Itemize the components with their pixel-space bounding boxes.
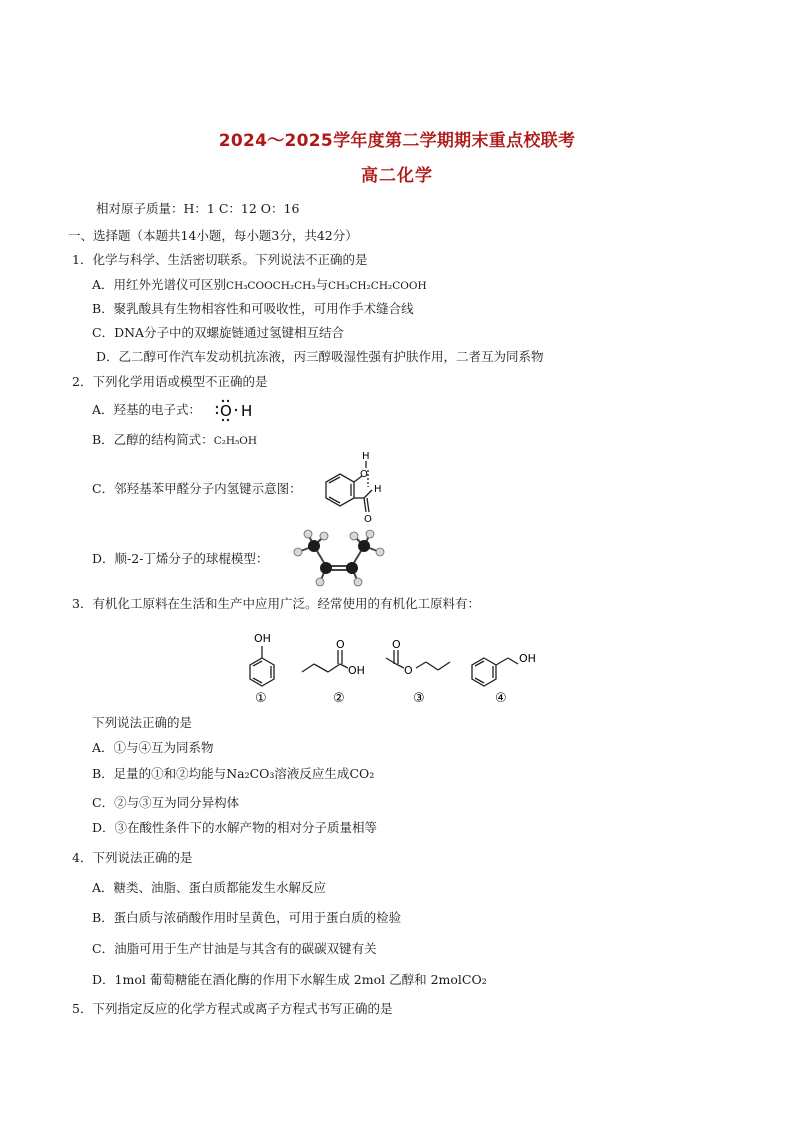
phenol-oh: OH bbox=[254, 632, 271, 645]
q3-stem: 3．有机化工原料在生活和生产中应用广泛。经常使用的有机化工原料有： bbox=[72, 596, 480, 611]
diagram-o-carbonyl: O bbox=[364, 514, 372, 524]
q2-option-b bbox=[92, 432, 257, 449]
h-atom bbox=[366, 530, 374, 538]
c-atom bbox=[320, 562, 332, 574]
q4-option-b: B．蛋白质与浓硝酸作用时呈黄色，可用于蛋白质的检验 bbox=[92, 910, 402, 925]
q1-stem: 1．化学与科学、生活密切联系。下列说法不正确的是 bbox=[72, 252, 368, 267]
h-atom bbox=[320, 532, 328, 540]
label-3: ③ bbox=[413, 691, 425, 706]
exam-title: 2024～2025学年度第二学期期末重点校联考 bbox=[218, 131, 576, 151]
section-heading: 一、选择题（本题共14小题，每小题3分，共42分） bbox=[68, 228, 358, 243]
c-atom bbox=[308, 540, 320, 552]
ester-carbonyl-o: O bbox=[392, 638, 401, 651]
hydroxyl-electron-formula bbox=[212, 394, 262, 424]
q1-formula-2: CH₃CH₂CH₂COOH bbox=[328, 280, 427, 292]
h-atom bbox=[376, 548, 384, 556]
q1-option-c: C．DNA分子中的双螺旋链通过氢键相互结合 bbox=[92, 325, 345, 340]
q1-option-a-text: A．用红外光谱仪可区别 bbox=[92, 277, 227, 292]
cis-2-butene-ball-stick-model bbox=[288, 528, 393, 590]
co2-formula: CO₂ bbox=[349, 766, 375, 781]
h-atom bbox=[316, 578, 324, 586]
salicylaldehyde-hbond-diagram bbox=[316, 452, 388, 524]
q4-option-d: D．1mol 葡萄糖能在酒化酶的作用下水解生成 2mol 乙醇和 2molCO₂ bbox=[92, 972, 487, 987]
c-atom bbox=[358, 540, 370, 552]
atomic-mass-note: 相对原子质量：H：1 C：12 O：16 bbox=[96, 201, 300, 216]
q1-formula-1: CH₃COOCH₂CH₃ bbox=[226, 280, 316, 292]
q4-option-c: C．油脂可用于生产甘油是与其含有的碳碳双键有关 bbox=[92, 941, 377, 956]
electron-formula-h: H bbox=[241, 402, 253, 420]
q4-stem: 4．下列说法正确的是 bbox=[72, 850, 193, 865]
diagram-h-top: H bbox=[362, 452, 370, 462]
q2-option-c: C．邻羟基苯甲醛分子内氢键示意图： bbox=[92, 481, 302, 496]
q3-option-b-mid: 溶液反应生成 bbox=[274, 766, 350, 781]
ethanol-formula: C₂H₅OH bbox=[213, 435, 258, 447]
exam-subject: 高二化学 bbox=[361, 166, 433, 186]
q3-option-b bbox=[92, 766, 374, 782]
h-atom bbox=[350, 532, 358, 540]
label-1: ① bbox=[255, 691, 267, 706]
q3-option-c: C．②与③互为同分异构体 bbox=[92, 795, 240, 810]
q2-option-d: D．顺-2-丁烯分子的球棍模型： bbox=[92, 551, 269, 566]
q1-option-a-mid: 与 bbox=[315, 277, 328, 292]
q1-option-a bbox=[92, 277, 427, 294]
q2-option-a: A．羟基的电子式： bbox=[92, 402, 202, 417]
h-atom bbox=[304, 530, 312, 538]
q3-follow: 下列说法正确的是 bbox=[92, 715, 193, 730]
benzyl-oh: OH bbox=[519, 652, 536, 665]
acid-o: O bbox=[336, 638, 345, 651]
electron-formula-o: O bbox=[220, 402, 232, 420]
q1-option-d: D．乙二醇可作汽车发动机抗冻液，丙三醇吸湿性强有护肤作用，二者互为同系物 bbox=[96, 349, 544, 364]
h-atom bbox=[354, 578, 362, 586]
diagram-o-hydroxyl: O bbox=[360, 469, 368, 480]
label-4: ④ bbox=[495, 691, 507, 706]
c-atom bbox=[346, 562, 358, 574]
q2-stem: 2．下列化学用语或模型不正确的是 bbox=[72, 374, 268, 389]
h-atom bbox=[294, 548, 302, 556]
q4-option-a: A．糖类、油脂、蛋白质都能发生水解反应 bbox=[92, 880, 327, 895]
acid-oh: OH bbox=[348, 664, 365, 677]
q1-option-b: B．聚乳酸具有生物相容性和可吸收性，可用作手术缝合线 bbox=[92, 301, 414, 316]
label-2: ② bbox=[333, 691, 345, 706]
q3-option-b-text: B．足量的①和②均能与 bbox=[92, 766, 227, 781]
benzene-ring bbox=[326, 474, 354, 506]
diagram-h-aldehyde: H bbox=[374, 484, 382, 495]
ester-o: O bbox=[404, 664, 413, 677]
q5-stem: 5．下列指定反应的化学方程式或离子方程式书写正确的是 bbox=[72, 1001, 393, 1016]
q2-option-b-text: B．乙醇的结构简式： bbox=[92, 432, 214, 447]
sodium-carbonate-formula: Na₂CO₃ bbox=[226, 766, 275, 781]
q3-option-a: A．①与④互为同系物 bbox=[92, 740, 214, 755]
q3-option-d: D．③在酸性条件下的水解产物的相对分子质量相等 bbox=[92, 820, 378, 835]
q3-structures bbox=[236, 620, 556, 710]
